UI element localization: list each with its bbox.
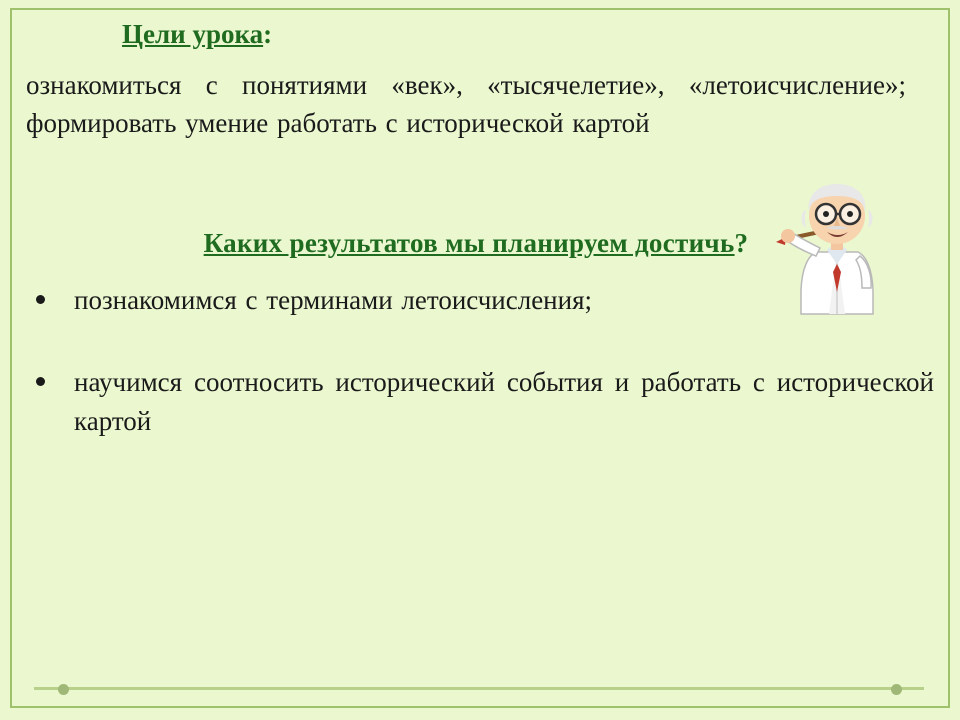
list-item-label: научимся соотносить исторический события и работать с исторической картой (74, 366, 934, 436)
bullet-dot-icon (36, 377, 45, 386)
list-item (26, 281, 934, 320)
goals-heading-colon: : (263, 19, 273, 49)
goals-heading-underlined: Цели урока (122, 19, 264, 49)
goals-heading (26, 18, 926, 52)
list-item (26, 363, 934, 441)
slide-content (26, 18, 934, 678)
goals-body-text: ознакомиться с понятиями «век», «тысячелетие», «летоисчисление»; формировать умение работать с исторической картой (26, 69, 906, 139)
list-item-label: познакомимся с терминами летоисчисления; (74, 285, 592, 316)
footer-divider (34, 687, 924, 690)
bullet-dot-icon (36, 295, 45, 304)
results-heading-underlined: Каких результатов мы планируем достичь (203, 228, 735, 259)
results-heading-question: ? (734, 228, 749, 259)
results-list (26, 281, 934, 440)
footer-dot-left-icon (58, 684, 69, 695)
footer-dot-right-icon (891, 684, 902, 695)
